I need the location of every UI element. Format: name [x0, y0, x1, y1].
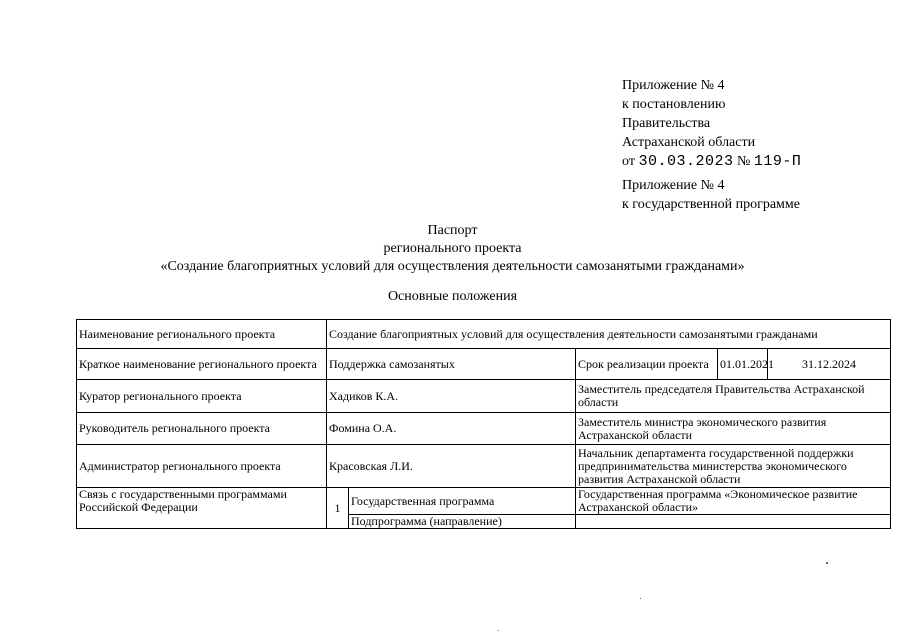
program-appendix-reference: к государственной программе [622, 197, 800, 212]
scan-speck [640, 598, 641, 599]
passport-title: Паспорт [427, 223, 478, 238]
table-row [77, 445, 891, 488]
program-appendix [622, 176, 800, 214]
curator-position: Заместитель председателя Правительства Астраханской области [576, 380, 891, 413]
appendix-date-line [622, 152, 801, 171]
administrator-position: Начальник департамента государственной поддержки предпринимательства министерства экономического развития Астраханской области [576, 445, 891, 488]
project-head-name: Фомина О.А. [327, 413, 576, 445]
resolution-number: 119-П [753, 153, 802, 170]
project-head-label: Руководитель регионального проекта [77, 413, 327, 445]
table-row [77, 413, 891, 445]
administrator-name: Красовская Л.И. [327, 445, 576, 488]
program-links-label: Связь с государственными программами Российской Федерации [77, 488, 327, 529]
administrator-label: Администратор регионального проекта [77, 445, 327, 488]
appendix-government-line: Правительства [622, 116, 711, 131]
project-full-title: «Создание благоприятных условий для осуществления деятельности самозанятыми гражданами» [160, 259, 745, 274]
table-row [77, 380, 891, 413]
table-row [77, 320, 891, 349]
resolution-date: 30.03.2023 [638, 153, 734, 170]
program-link-number: 1 [327, 488, 349, 529]
program-appendix-number: Приложение № 4 [622, 178, 725, 193]
passport-subtitle: регионального проекта [383, 241, 522, 256]
appendix-header [622, 76, 801, 171]
subprogram-label: Подпрограмма (направление) [349, 515, 576, 529]
subprogram-value [576, 515, 891, 529]
table-row [77, 488, 891, 515]
project-head-position: Заместитель министра экономического развития Астраханской области [576, 413, 891, 445]
appendix-region-line: Астраханской области [622, 135, 756, 150]
state-program-label: Государственная программа [349, 488, 576, 515]
curator-name: Хадиков К.А. [327, 380, 576, 413]
section-heading: Основные положения [387, 289, 518, 304]
scan-speck [826, 562, 828, 564]
state-program-value: Государственная программа «Экономическое развитие Астраханской области» [576, 488, 891, 515]
curator-label: Куратор регионального проекта [77, 380, 327, 413]
short-name-value: Поддержка самозанятых [327, 349, 576, 380]
date-prefix: от [622, 154, 635, 169]
project-name-label: Наименование регионального проекта [77, 320, 327, 349]
appendix-resolution-line: к постановлению [622, 97, 726, 112]
appendix-number: Приложение № 4 [622, 78, 725, 93]
table-row [77, 349, 891, 380]
project-name-value: Создание благоприятных условий для осуществления деятельности самозанятыми гражданами [327, 320, 891, 349]
term-label: Срок реализации проекта [576, 349, 718, 380]
short-name-label: Краткое наименование регионального проекта [77, 349, 327, 380]
term-end-date: 31.12.2024 [768, 349, 891, 380]
scan-speck [498, 630, 499, 631]
number-sign: № [736, 154, 751, 169]
main-provisions-table [76, 319, 891, 529]
term-start-date: 01.01.2021 [718, 349, 768, 380]
